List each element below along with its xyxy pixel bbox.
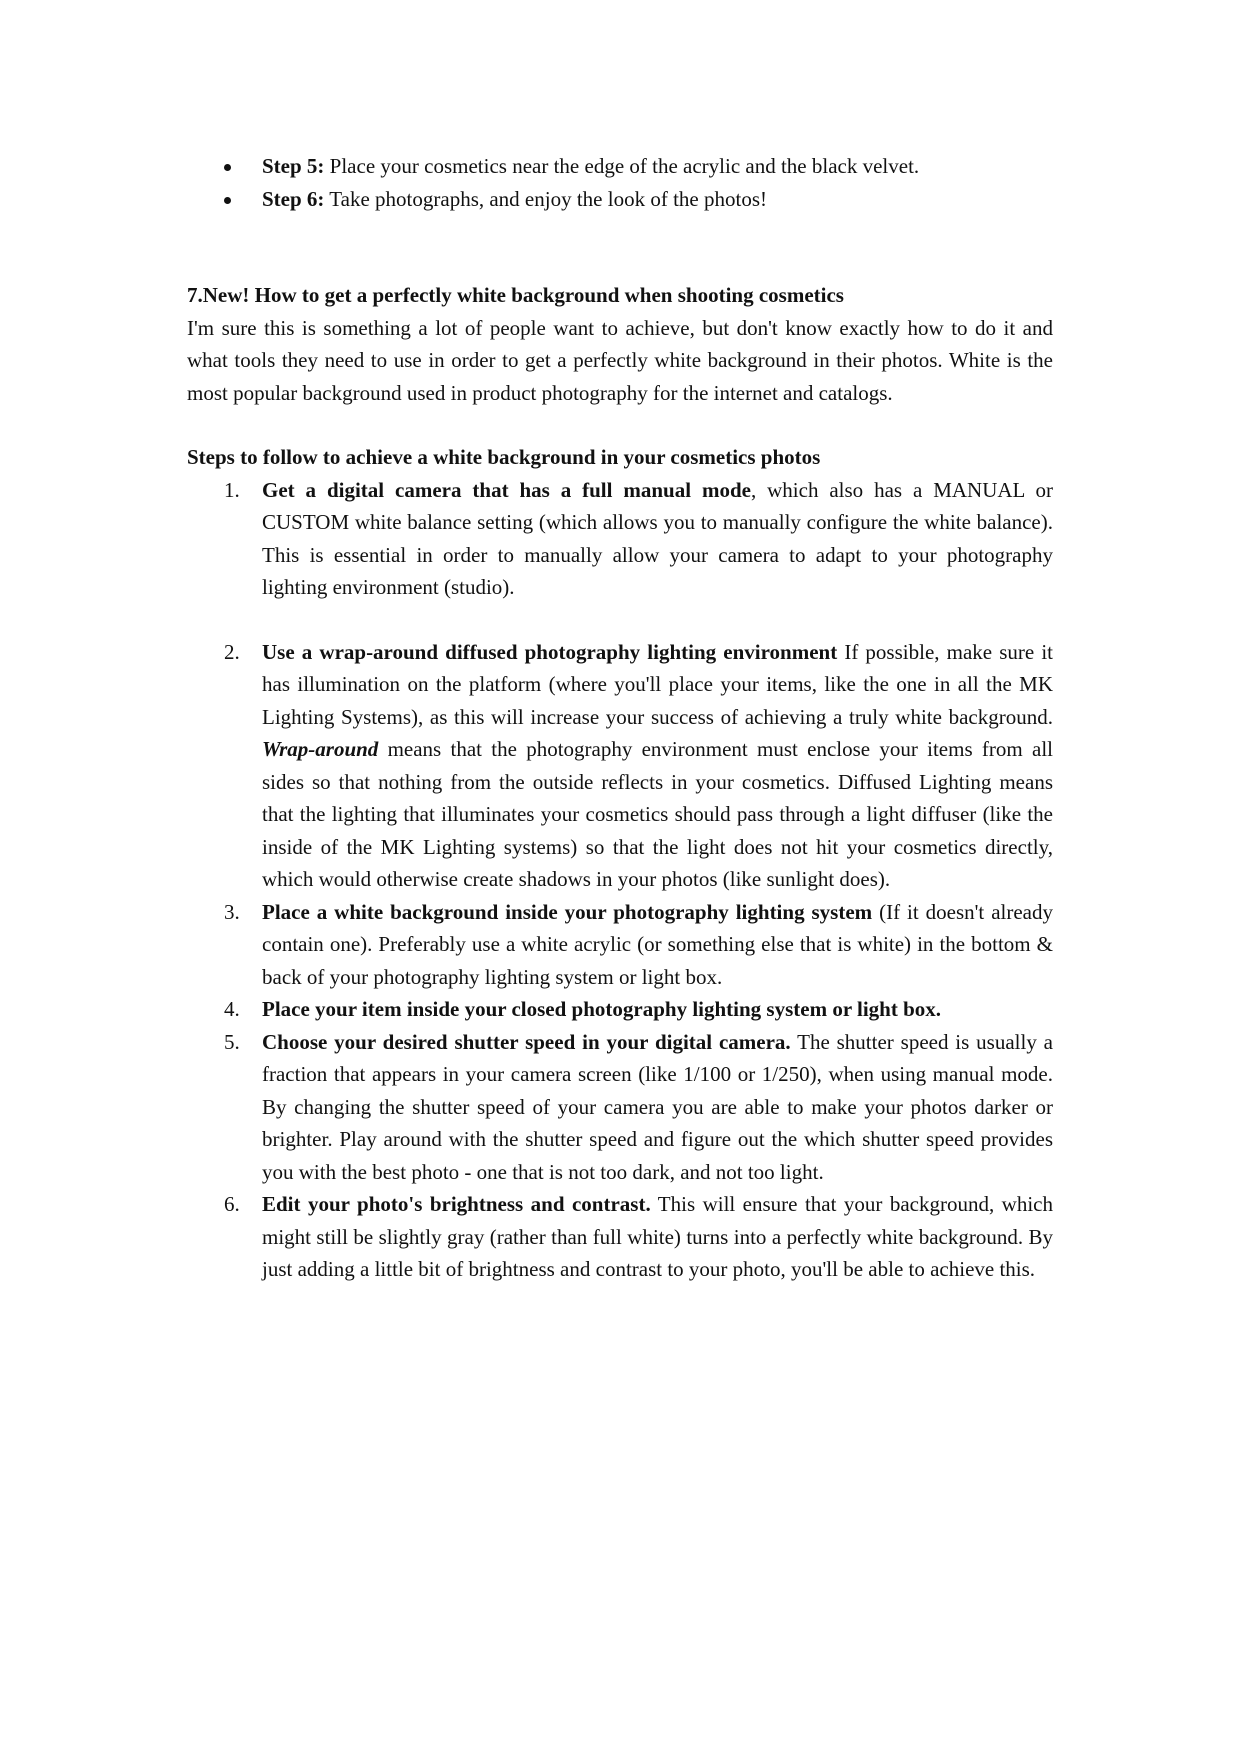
- step-title: Use a wrap-around diffused photography lighting environment: [262, 639, 838, 664]
- bullet-label: Step 6:: [262, 186, 325, 211]
- list-item: [187, 896, 1053, 994]
- intro-paragraph: I'm sure this is something a lot of people want to achieve, but don't know exactly how to do it and what tools they need to use in order to get a perfectly white background in their photos. White is the most popular background used in product photography for the internet and catalogs.: [187, 315, 1053, 405]
- step-number: 6.: [224, 1192, 240, 1216]
- list-item: [187, 993, 1053, 1026]
- list-item: [187, 1026, 1053, 1189]
- bullet-icon: [224, 197, 231, 204]
- bullet-text: Take photographs, and enjoy the look of the photos!: [324, 186, 767, 211]
- step-emphasis: Wrap-around: [262, 737, 379, 761]
- step-text: , which also has a MANUAL or CUSTOM white balance setting (which allows you to manually configure the white balance). This is essential in order to manually allow your camera to adapt to your photography lighting environment (studio).: [262, 477, 1053, 599]
- section-heading: 7.New! How to get a perfectly white background when shooting cosmetics: [187, 283, 844, 307]
- bullet-text: Place your cosmetics near the edge of the acrylic and the black velvet.: [324, 154, 920, 178]
- list-item: [187, 474, 1053, 604]
- step-number: 4.: [224, 997, 240, 1021]
- step-title: Place a white background inside your photography lighting system: [262, 899, 873, 924]
- step-number: 5.: [224, 1029, 240, 1054]
- step-number: 2.: [224, 639, 240, 664]
- step-title: Edit your photo's brightness and contrast.: [262, 1192, 651, 1216]
- list-item: [187, 1188, 1053, 1286]
- list-item: [187, 183, 1053, 216]
- page-content: [187, 150, 1053, 1286]
- step-text: (If it doesn't already contain one). Preferably use a white acrylic (or something else that is white) in the bottom & back of your photography lighting system or light box.: [262, 899, 1053, 989]
- list-item: [187, 636, 1053, 896]
- step-text: The shutter speed is usually a fraction that appears in your camera screen (like 1/100 or 1/250), when using manual mode. By changing the shutter speed of your camera you are able to make your photos darker or brighter. Play around with the shutter speed and figure out the which shutter speed provides you with the best photo - one that is not too dark, and not too light.: [262, 1029, 1053, 1184]
- step-text: If possible, make sure it has illumination on the platform (where you'll place your items, like the one in all the MK Lighting Systems), as this will increase your success of achieving a truly white background.: [262, 639, 1054, 729]
- step-text-continued: means that the photography environment must enclose your items from all sides so that nothing from the outside reflects in your cosmetics. Diffused Lighting means that the lighting that illuminates your cosmetics should pass through a light diffuser (like the inside of the MK Lighting systems) so that the light does not hit your cosmetics directly, which would otherwise create shadows in your photos (like sunlight does).: [262, 737, 1053, 891]
- step-title: Choose your desired shutter speed in your digital camera.: [262, 1029, 791, 1054]
- bullet-label: Step 5:: [262, 154, 325, 178]
- bullet-icon: [224, 164, 231, 171]
- step-text: This will ensure that your background, which might still be slightly gray (rather than full white) turns into a perfectly white background. By just adding a little bit of brightness and contrast to your photo, you'll be able to achieve this.: [262, 1192, 1053, 1281]
- steps-list: [187, 474, 1053, 1286]
- step-bullet-list: [187, 150, 1053, 215]
- list-item: [187, 150, 1053, 183]
- steps-heading: Steps to follow to achieve a white background in your cosmetics photos: [187, 445, 821, 469]
- step-title: Get a digital camera that has a full manual mode: [262, 477, 751, 502]
- step-number: 1.: [224, 477, 240, 502]
- step-number: 3.: [224, 899, 240, 924]
- step-title: Place your item inside your closed photography lighting system or light box.: [262, 997, 942, 1021]
